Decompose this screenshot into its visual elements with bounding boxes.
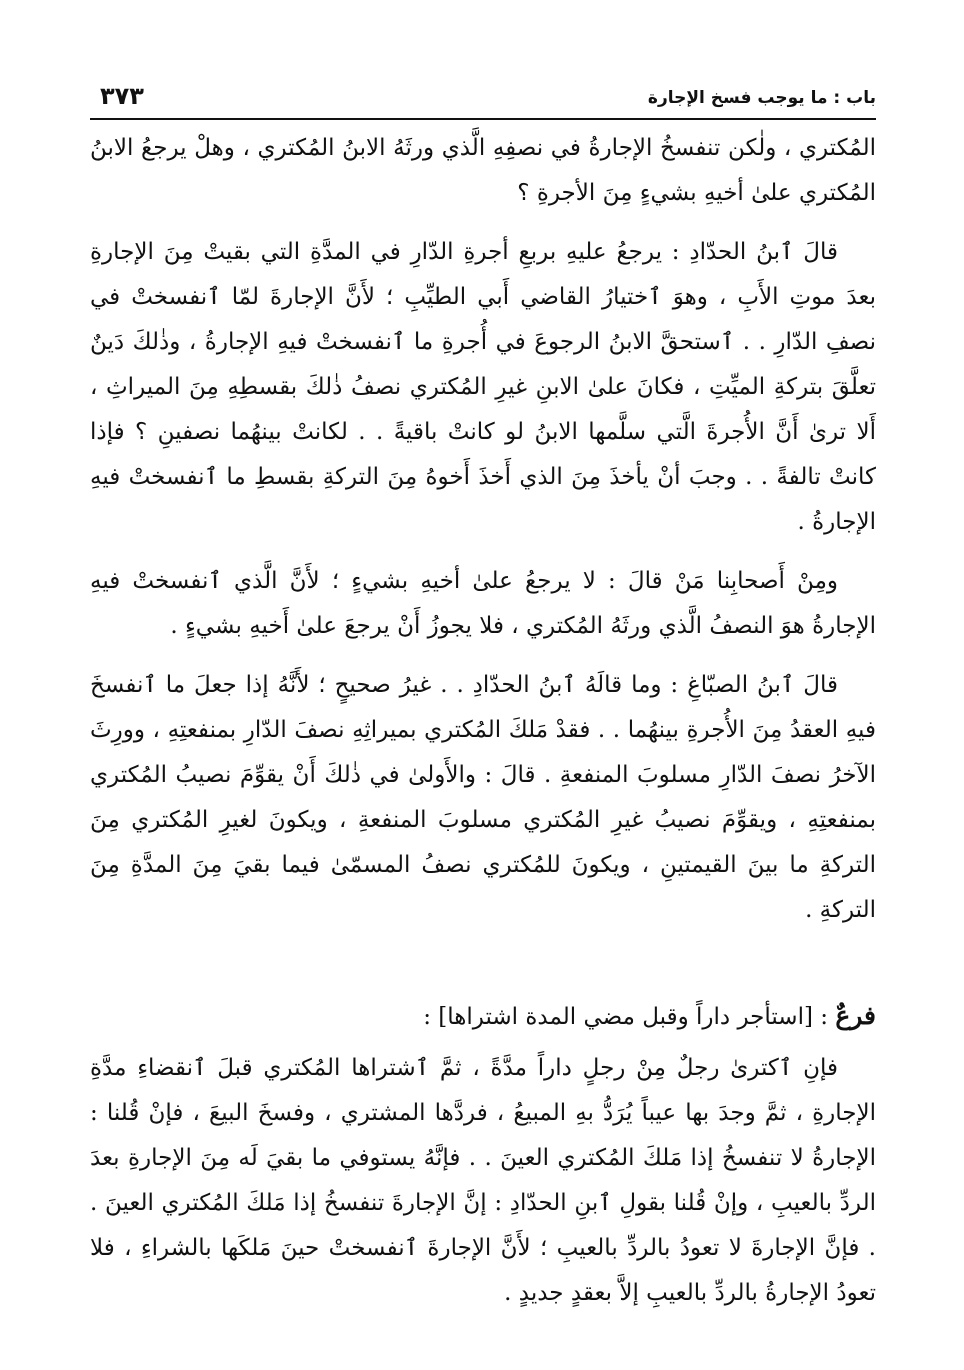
- subheading-label: فرعٌ: [835, 1001, 876, 1030]
- paragraph-companions-view: ومِنْ أَصحابِنا مَنْ قالَ : لا يرجعُ علىٰ أخيهِ بشيءٍ ؛ لأَنَّ الَّذي ٱنفسختْ فيهِ الإجارةُ هوَ النصفُ الَّذي ورثَهُ المُكتري ، فلا يجوزُ أَنْ يرجعَ علىٰ أَخيهِ بشيءٍ .: [90, 568, 876, 639]
- page-number: ٣٧٣: [100, 82, 144, 110]
- page: [90, 70, 876, 1330]
- paragraph-continuation: المُكتري ، ولٰكن تنفسخُ الإجارةُ في نصفِهِ الَّذي ورثَهُ الابنُ المُكتري ، وهلْ يرجعُ الابنُ المُكتري علىٰ أخيهِ بشيءٍ مِنَ الأجرةِ ؟: [90, 135, 876, 206]
- paragraph-ibn-haddad: قالَ ٱبنُ الحدّادِ : يرجعُ عليهِ بربعِ أجرةِ الدّارِ في المدَّةِ التي بقيتْ مِنَ الإجارةِ بعدَ موتِ الأَبِ ، وهوَ ٱختيارُ القاضي أَبي الطيِّبِ ؛ لأَنَّ الإجارةَ لمّا ٱنفسختْ في نصفِ الدّارِ . . ٱستحقَّ الابنُ الرجوعَ في أُجرةِ ما ٱنفسختْ فيهِ الإجارةُ ، وذٰلكَ دَينٌ تعلَّقَ بتركةِ الميِّتِ ، فكانَ علىٰ الابنِ غيرِ المُكتري نصفُ ذٰلكَ بقسطِهِ مِنَ الميراثِ ، أَلا ترىٰ أَنَّ الأُجرةَ الَّتي سلَّمها الابنُ لو كانتْ باقيةً . . لكانتْ بينهُما نصفينِ ؟ فإذا كانتْ تالفةً . . وجبَ أنْ يأخذَ مِنَ الذي أَخذَ أَخوهُ مِنَ التركةِ بقسطِ ما ٱنفسختْ فيهِ الإجارةُ .: [90, 239, 876, 535]
- body-text: [90, 126, 876, 1316]
- running-header: [90, 70, 876, 120]
- paragraph-ibn-sabbagh: قالَ ٱبنُ الصبّاغِ : وما قالَهُ ٱبنُ الحدّادِ . . غيرُ صحيحٍ ؛ لأَنَّهُ إذا جعلَ ما ٱنفسخَ فيهِ العقدُ مِنَ الأُجرةِ بينهُما . . فقدْ مَلكَ المُكتري بميراثِهِ نصفَ الدّارِ بمنفعتِهِ ، وورِثَ الآخرُ نصفَ الدّارِ مسلوبَ المنفعةِ . قالَ : والأَولىٰ في ذٰلكَ أَنْ يقوِّمَ نصيبُ المُكتري بمنفعتِهِ ، ويقوِّمَ نصيبُ غيرِ المُكتري مسلوبَ المنفعةِ ، ويكونَ لغيرِ المُكتري مِنَ التركةِ ما بينَ القيمتينِ ، ويكونَ للمُكتري نصفُ المسمّىٰ فيما بقيَ مِنَ المدَّةِ مِنَ التركةِ .: [90, 672, 876, 923]
- paragraph-final: فإنِ ٱكترىٰ رجلٌ مِنْ رجلٍ داراً مدَّةً ، ثمَّ ٱشتراها المُكتري قبلَ ٱنقضاءِ مدَّةِ الإجارةِ ، ثمَّ وجدَ بها عيباً يُرَدُّ بهِ المبيعُ ، فردَّها المشتري ، وفسخَ البيعَ ، فإنْ قُلنا : الإجارةُ لا تنفسخُ إذا مَلكَ المُكتري العينَ . . فإنَّهُ يستوفي ما بقيَ لَه مِنَ الإجارةِ بعدَ الردِّ بالعيبِ ، وإنْ قُلنا بقولِ ٱبنِ الحدّادِ : إنَّ الإجارةَ تنفسخُ إذا مَلكَ المُكتري العينَ . . فإنَّ الإجارةَ لا تعودُ بالردِّ بالعيبِ ؛ لأَنَّ الإجارةَ ٱنفسختْ حينَ مَلكَها بالشراءِ ، فلا تعودُ الإجارةُ بالردِّ بالعيبِ إلاَّ بعقدٍ جديدٍ .: [90, 1055, 876, 1306]
- chapter-title: باب : ما يوجب فسخ الإجارة: [647, 88, 876, 108]
- subheading-text: : [استأجر داراً وقبل مضي المدة اشتراها] :: [423, 1004, 836, 1030]
- section-subheading: [90, 993, 876, 1040]
